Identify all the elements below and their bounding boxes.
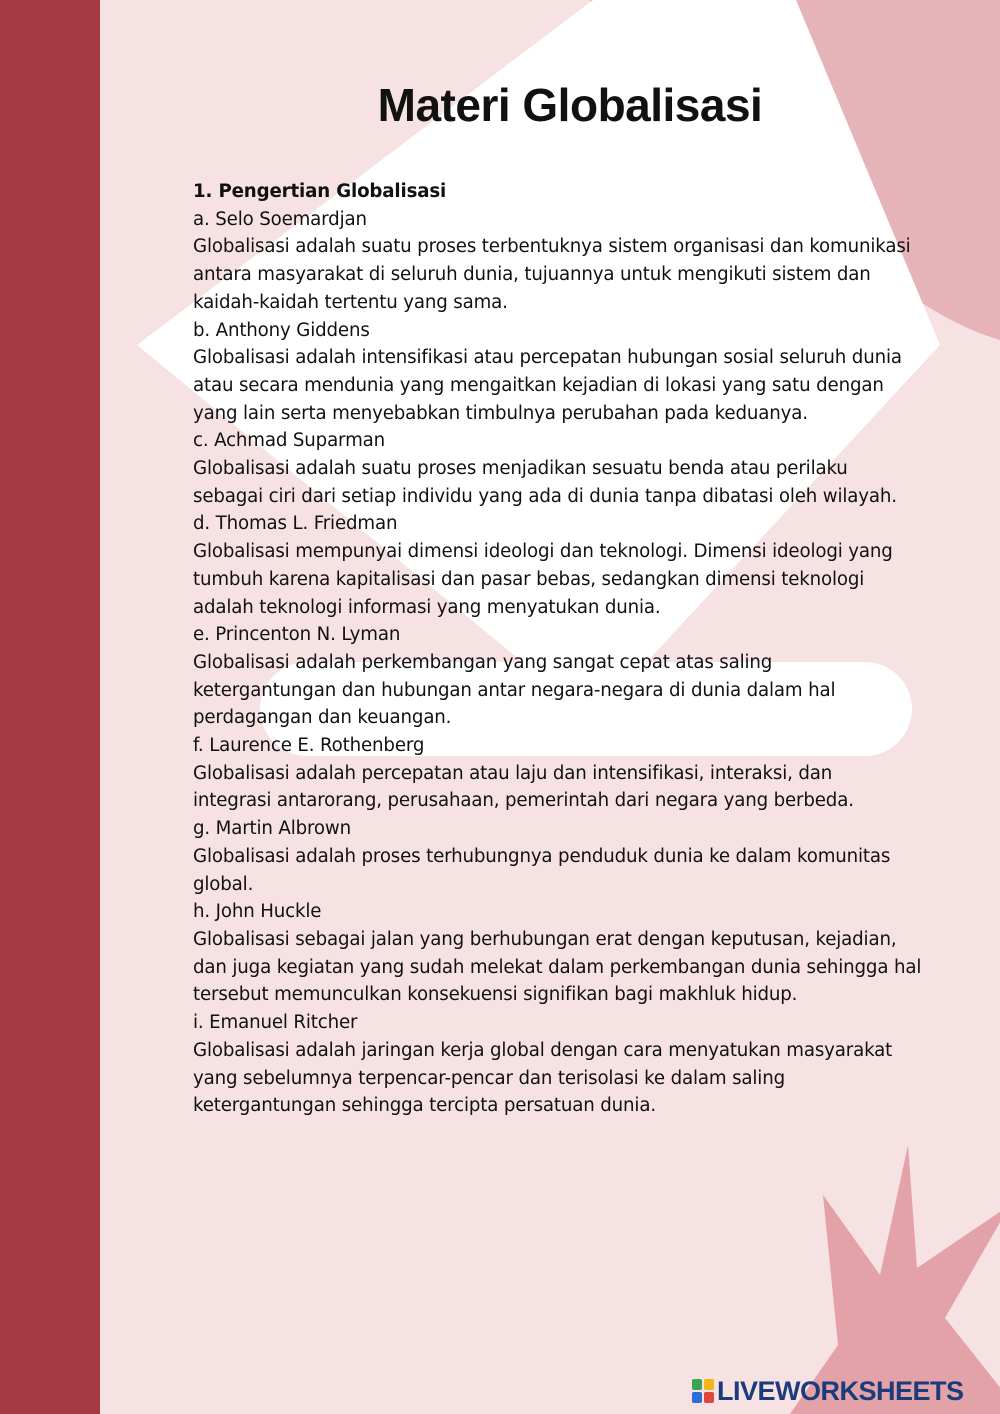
definition-label: f. Laurence E. Rothenberg [193,735,425,757]
definition-line: kaidah-kaidah tertentu yang sama. [193,291,508,313]
page-title: Materi Globalisasi [377,79,763,131]
definition-line: antara masyarakat di seluruh dunia, tujuannya untuk mengikuti sistem dan [193,264,871,286]
definition-line: yang sebelumnya terpencar-pencar dan terisolasi ke dalam saling [193,1067,785,1089]
definition-line: ketergantungan sehingga tercipta persatuan dunia. [193,1095,656,1117]
definition-line: integrasi antarorang, perusahaan, pemerintah dari negara yang berbeda. [193,790,854,812]
logo-text: LIVEWORKSHEETS [717,1375,964,1406]
definition-line: Globalisasi sebagai jalan yang berhubungan erat dengan keputusan, kejadian, [193,928,897,950]
definition-item [193,1009,953,1120]
definition-label: i. Emanuel Ritcher [193,1012,358,1034]
definition-item [193,621,953,732]
definition-label: e. Princenton N. Lyman [193,624,401,646]
definition-line: Globalisasi adalah jaringan kerja global dengan cara menyatukan masyarakat [193,1039,893,1061]
definition-line: tumbuh karena kapitalisasi dan pasar bebas, sedangkan dimensi teknologi [193,568,865,590]
definition-line: sebagai ciri dari setiap individu yang ada di dunia tanpa dibatasi oleh wilayah. [193,485,897,507]
definition-line: Globalisasi adalah suatu proses terbentuknya sistem organisasi dan komunikasi [193,236,911,258]
definition-line: perdagangan dan keuangan. [193,707,452,729]
definition-line: yang lain serta menyebabkan timbulnya perubahan pada keduanya. [193,402,808,424]
section-heading: 1. Pengertian Globalisasi [193,181,447,202]
definition-line: adalah teknologi informasi yang menyatukan dunia. [193,596,661,618]
definition-item [193,317,953,428]
definition-line: Globalisasi adalah proses terhubungnya penduduk dunia ke dalam komunitas [193,845,891,867]
definition-line: tersebut memunculkan konsekuensi signifikan bagi makhluk hidup. [193,984,798,1006]
definition-line: Globalisasi adalah percepatan atau laju dan intensifikasi, interaksi, dan [193,762,833,784]
definition-label: c. Achmad Suparman [193,430,386,452]
definition-item [193,898,953,1009]
liveworksheets-logo-icon [692,1379,714,1403]
definition-label: d. Thomas L. Friedman [193,513,398,535]
definition-item [193,206,953,317]
definition-item [193,815,953,898]
definition-label: b. Anthony Giddens [193,319,370,341]
definition-line: ketergantungan dan hubungan antar negara-negara di dunia dalam hal [193,679,836,701]
definition-line: Globalisasi adalah intensifikasi atau percepatan hubungan sosial seluruh dunia [193,347,902,369]
definition-item [193,427,953,510]
definition-label: h. John Huckle [193,901,322,923]
definition-item [193,510,953,621]
definition-label: a. Selo Soemardjan [193,208,367,230]
definition-line: atau secara mendunia yang mengaitkan kejadian di lokasi yang satu dengan [193,374,884,396]
definition-line: Globalisasi adalah perkembangan yang sangat cepat atas saling [193,651,773,673]
definition-line: dan juga kegiatan yang sudah melekat dalam perkembangan dunia sehingga hal [193,956,922,978]
definition-label: g. Martin Albrown [193,818,352,840]
liveworksheets-logo[interactable] [692,1374,964,1408]
definition-item [193,732,953,815]
document-body [193,178,953,1120]
definition-line: Globalisasi mempunyai dimensi ideologi dan teknologi. Dimensi ideologi yang [193,541,893,563]
definition-line: Globalisasi adalah suatu proses menjadikan sesuatu benda atau perilaku [193,458,848,480]
definition-line: global. [193,873,254,895]
